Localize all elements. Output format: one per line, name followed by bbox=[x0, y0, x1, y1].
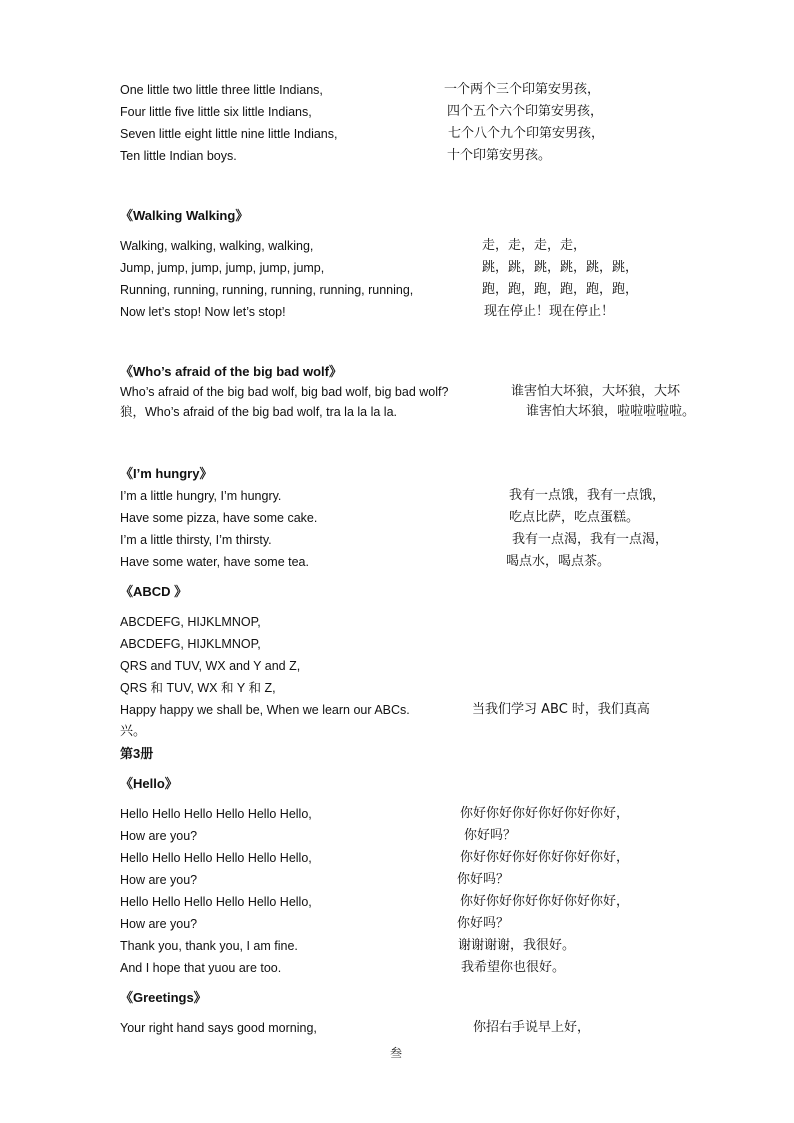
walking-title: 《Walking Walking》 bbox=[120, 208, 249, 223]
hello-en-line-1: Hello Hello Hello Hello Hello Hello, bbox=[120, 807, 312, 821]
greetings-cn-line-1: 你招右手说早上好， bbox=[473, 1020, 591, 1035]
wolf-en-line-1: Who’s afraid of the big bad wolf, big bad wolf, big bad wolf? bbox=[120, 385, 449, 399]
hungry-cn-line-3: 我有一点渴，我有一点渴， bbox=[512, 532, 669, 547]
hello-cn-line-8: 我希望你也很好。 bbox=[461, 960, 566, 975]
hello-cn-line-7: 谢谢谢谢，我很好。 bbox=[458, 938, 576, 953]
abcd-title: 《ABCD 》 bbox=[120, 584, 188, 599]
hungry-en-line-3: I’m a little thirsty, I’m thirsty. bbox=[120, 533, 272, 547]
hello-en-line-3: Hello Hello Hello Hello Hello Hello, bbox=[120, 851, 312, 865]
indians-en-line-4: Ten little Indian boys. bbox=[120, 149, 237, 163]
hello-en-line-5: Hello Hello Hello Hello Hello Hello, bbox=[120, 895, 312, 909]
walking-cn-line-1: 走，走，走，走， bbox=[482, 238, 587, 253]
walking-en-line-4: Now let’s stop! Now let’s stop! bbox=[120, 305, 286, 319]
hello-cn-line-6: 你好吗？ bbox=[457, 916, 510, 931]
hello-en-line-6: How are you? bbox=[120, 917, 198, 931]
indians-cn-line-2: 四个五个六个印第安男孩， bbox=[447, 104, 604, 119]
greetings-title: 《Greetings》 bbox=[120, 990, 207, 1005]
abcd-last-cn-wrap: 兴。 bbox=[120, 724, 147, 739]
wolf-cn-line-2: 谁害怕大坏狼，啦啦啦啦啦。 bbox=[526, 404, 696, 419]
abcd-line-1: ABCDEFG, HIJKLMNOP, bbox=[120, 615, 261, 629]
hungry-en-line-2: Have some pizza, have some cake. bbox=[120, 511, 318, 525]
wolf-title: 《Who’s afraid of the big bad wolf》 bbox=[120, 364, 342, 379]
hello-title: 《Hello》 bbox=[120, 776, 178, 791]
hungry-cn-line-4: 喝点水，喝点茶。 bbox=[506, 554, 611, 569]
walking-en-line-1: Walking, walking, walking, walking, bbox=[120, 239, 314, 253]
hungry-cn-line-2: 吃点比萨，吃点蛋糕。 bbox=[509, 510, 640, 525]
hello-cn-line-5: 你好你好你好你好你好你好， bbox=[460, 894, 630, 909]
hello-en-line-7: Thank you, thank you, I am fine. bbox=[120, 939, 298, 953]
hungry-title: 《I’m hungry》 bbox=[120, 466, 213, 481]
hello-cn-line-2: 你好吗？ bbox=[464, 828, 517, 843]
page-number: 叁 bbox=[390, 1046, 403, 1060]
greetings-en-line-1: Your right hand says good morning, bbox=[120, 1021, 317, 1035]
abcd-line-2: ABCDEFG, HIJKLMNOP, bbox=[120, 637, 261, 651]
walking-cn-line-2: 跳，跳，跳，跳，跳，跳， bbox=[482, 260, 639, 275]
walking-cn-line-4: 现在停止！现在停止！ bbox=[484, 304, 615, 319]
indians-cn-line-1: 一个两个三个印第安男孩， bbox=[444, 82, 601, 97]
volume-heading: 第3册 bbox=[120, 746, 154, 761]
indians-en-line-1: One little two little three little Indians, bbox=[120, 83, 323, 97]
indians-en-line-2: Four little five little six little Indians, bbox=[120, 105, 312, 119]
hello-en-line-8: And I hope that yuou are too. bbox=[120, 961, 282, 975]
hello-cn-line-1: 你好你好你好你好你好你好， bbox=[460, 806, 630, 821]
hungry-en-line-1: I’m a little hungry, I’m hungry. bbox=[120, 489, 282, 503]
abcd-line-4: QRS 和 TUV, WX 和 Y 和 Z, bbox=[120, 681, 276, 695]
hungry-cn-line-1: 我有一点饿，我有一点饿， bbox=[509, 488, 666, 503]
hello-en-line-2: How are you? bbox=[120, 829, 198, 843]
abcd-line-3: QRS and TUV, WX and Y and Z, bbox=[120, 659, 301, 673]
indians-cn-line-3: 七个八个九个印第安男孩， bbox=[448, 126, 605, 141]
hello-cn-line-3: 你好你好你好你好你好你好， bbox=[460, 850, 630, 865]
wolf-cn-line-1: 谁害怕大坏狼，大坏狼，大坏 bbox=[511, 384, 681, 399]
hungry-en-line-4: Have some water, have some tea. bbox=[120, 555, 309, 569]
walking-cn-line-3: 跑，跑，跑，跑，跑，跑， bbox=[482, 282, 639, 297]
hello-en-line-4: How are you? bbox=[120, 873, 198, 887]
hello-cn-line-4: 你好吗？ bbox=[457, 872, 510, 887]
abcd-last-cn: 当我们学习 ABC 时，我们真高 bbox=[472, 702, 650, 717]
indians-cn-line-4: 十个印第安男孩。 bbox=[447, 148, 552, 163]
wolf-en-line-2: 狼，Who’s afraid of the big bad wolf, tra la la la la. bbox=[120, 405, 397, 419]
abcd-last-en: Happy happy we shall be, When we learn our ABCs. bbox=[120, 703, 410, 717]
indians-en-line-3: Seven little eight little nine little Indians, bbox=[120, 127, 338, 141]
walking-en-line-3: Running, running, running, running, running, running, bbox=[120, 283, 414, 297]
walking-en-line-2: Jump, jump, jump, jump, jump, jump, bbox=[120, 261, 325, 275]
